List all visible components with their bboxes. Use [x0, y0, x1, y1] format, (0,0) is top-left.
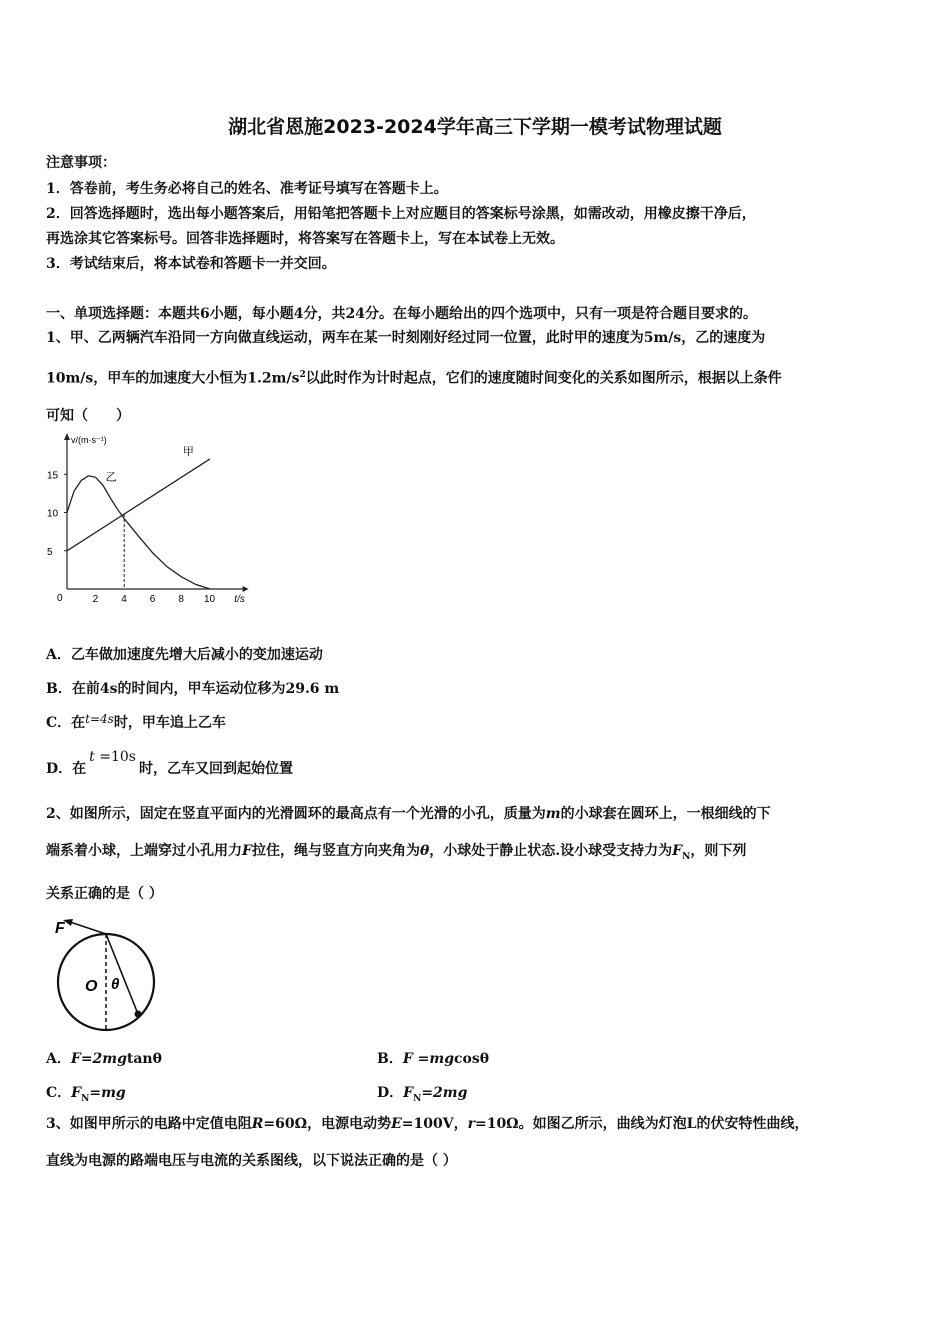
q2-option-b-post: cosθ	[454, 1051, 490, 1067]
q2-fn-sub: N	[682, 851, 691, 862]
q2-option-c-post: =mg	[89, 1085, 126, 1101]
y-tick-label: 10	[47, 508, 59, 520]
q2-option-a-post: tanθ	[126, 1051, 162, 1067]
q2-line-a: 2、如图所示，固定在竖直平面内的光滑圆环的最高点有一个光滑的小孔，质量为	[46, 806, 546, 822]
q1-line-b: 10m/s，甲车的加速度大小恒为1.2m/s	[46, 370, 300, 387]
q3-R-symbol: R	[251, 1116, 264, 1132]
y-tick-label: 15	[47, 470, 59, 482]
q2-line-e: ，小球处于静止状态.设小球受支持力为	[429, 843, 673, 859]
q1-line-d: 可知（ ）	[46, 407, 130, 424]
y-tick-label: 5	[47, 546, 53, 558]
x-axis-arrow	[243, 586, 249, 592]
q2-line-f: ，则下列	[690, 843, 747, 859]
q2-option-a-pre: A．	[46, 1051, 71, 1067]
notice-heading: 注意事项：	[46, 155, 116, 171]
q1-option-c-pre: C．在	[46, 715, 86, 731]
q1-option-d	[46, 749, 293, 778]
q2-option-d-pre: D．	[377, 1085, 404, 1101]
document-title: 湖北省恩施2023-2024学年高三下学期一模考试物理试题	[228, 116, 722, 138]
series-yi-curve	[67, 476, 210, 589]
q2-line-b: 的小球套在圆环上，一根细线的下	[560, 806, 771, 822]
x-tick-label: 8	[178, 594, 184, 605]
notice-item-3: 3．考试结束后，将本试卷和答题卡一并交回。	[46, 256, 336, 272]
q1-option-c	[46, 712, 226, 732]
q3-line-e: 直线为电源的路端电压与电流的关系图线，以下说法正确的是（ ）	[46, 1153, 457, 1169]
q2-option-a-math: F=2mg	[70, 1051, 127, 1067]
q2-force-symbol: F	[242, 843, 252, 859]
q1-option-a: A．乙车做加速度先增大后减小的变加速运动	[46, 647, 323, 663]
q1-line-c: 以此时作为计时起点，它们的速度随时间变化的关系如图所示，根据以上条件	[305, 370, 782, 387]
q3-line-c: =100V，	[401, 1116, 468, 1132]
q2-mass-symbol: m	[545, 806, 561, 822]
q2-option-d-sub: N	[413, 1093, 422, 1104]
q2-option-c-sub: N	[81, 1093, 90, 1104]
section-1-heading: 一、单项选择题：本题共6小题，每小题4分，共24分。在每小题给出的四个选项中，只有一项是符合题目要求的。	[46, 306, 757, 322]
notice-item-2a: 2．回答选择题时，选出每小题答案后，用铅笔把答题卡上对应题目的答案标号涂黑，如需改动，用橡皮擦干净后，	[46, 206, 756, 222]
q2-line-d: 拉住，绳与竖直方向夹角为	[251, 843, 420, 859]
velocity-time-chart	[40, 430, 250, 610]
question-3-text	[46, 1106, 916, 1180]
question-1-text	[46, 320, 912, 435]
y-axis-label: v/(m·s⁻¹)	[71, 435, 107, 445]
q2-option-c	[46, 1082, 126, 1104]
q3-line-a: 3、如图甲所示的电路中定值电阻	[46, 1116, 252, 1132]
pull-force-arrow	[67, 921, 106, 934]
origin-label: 0	[57, 593, 63, 604]
notice-item-2b: 再选涂其它答案标号。回答非选择题时，将答案写在答题卡上，写在本试卷上无效。	[46, 231, 564, 247]
q1-line-a: 1、甲、乙两辆汽车沿同一方向做直线运动，两车在某一时刻刚好经过同一位置，此时甲的速度为5m/s，乙的速度为	[46, 330, 766, 346]
label-theta: θ	[111, 976, 120, 993]
q2-option-a	[46, 1048, 162, 1068]
q2-option-d-post: =2mg	[421, 1085, 468, 1101]
q3-line-b: =60Ω，电源电动势	[263, 1116, 392, 1132]
ball	[135, 1011, 142, 1018]
label-O: O	[85, 978, 98, 995]
x-tick-label: 4	[121, 594, 127, 605]
notice-item-1: 1．答卷前，考生务必将自己的姓名、准考证号填写在答题卡上。	[46, 181, 448, 197]
x-tick-label: 2	[92, 594, 99, 605]
q1-option-d-pre: D．在	[46, 761, 87, 777]
q1-option-b: B．在前4s的时间内，甲车运动位移为29.6 m	[46, 681, 340, 697]
string-line	[106, 934, 138, 1014]
q2-option-b-pre: B．	[377, 1051, 403, 1067]
y-axis-arrow	[64, 433, 70, 440]
q2-option-c-F: F	[71, 1085, 82, 1101]
x-tick-label: 6	[149, 594, 156, 605]
q2-option-d	[377, 1082, 467, 1104]
label-F: F	[55, 920, 65, 937]
q3-line-d: =10Ω。如图乙所示，曲线为灯泡L的伏安特性曲线，	[474, 1116, 809, 1132]
q2-option-b	[377, 1048, 489, 1068]
q2-line-c: 端系着小球，上端穿过小孔用力	[46, 843, 242, 859]
x-tick-label: 10	[204, 594, 216, 605]
q3-E-symbol: E	[391, 1116, 402, 1132]
q2-option-c-pre: C．	[46, 1085, 72, 1101]
q3-r-symbol: r	[467, 1116, 475, 1132]
q1-option-d-eq: =10s	[99, 749, 136, 765]
q1-unit-sup: 2	[299, 370, 306, 380]
q1-option-d-t: t	[89, 749, 95, 765]
series-jia-label: 甲	[182, 446, 194, 459]
q2-theta-symbol: θ	[419, 843, 430, 859]
series-yi-label: 乙	[105, 471, 117, 484]
q1-option-c-t: t=4s	[85, 712, 114, 726]
q2-line-g: 关系正确的是（ ）	[46, 885, 163, 902]
q2-option-b-math: F =mg	[402, 1051, 454, 1067]
x-axis-label: t/s	[234, 594, 245, 605]
q1-option-c-post: 时，甲车追上乙车	[113, 715, 226, 731]
question-2-text	[46, 796, 912, 913]
ring-diagram	[45, 912, 175, 1037]
q2-fn-symbol: F	[672, 843, 683, 859]
q1-option-d-post: 时，乙车又回到起始位置	[138, 761, 293, 777]
q2-option-d-F: F	[403, 1085, 414, 1101]
